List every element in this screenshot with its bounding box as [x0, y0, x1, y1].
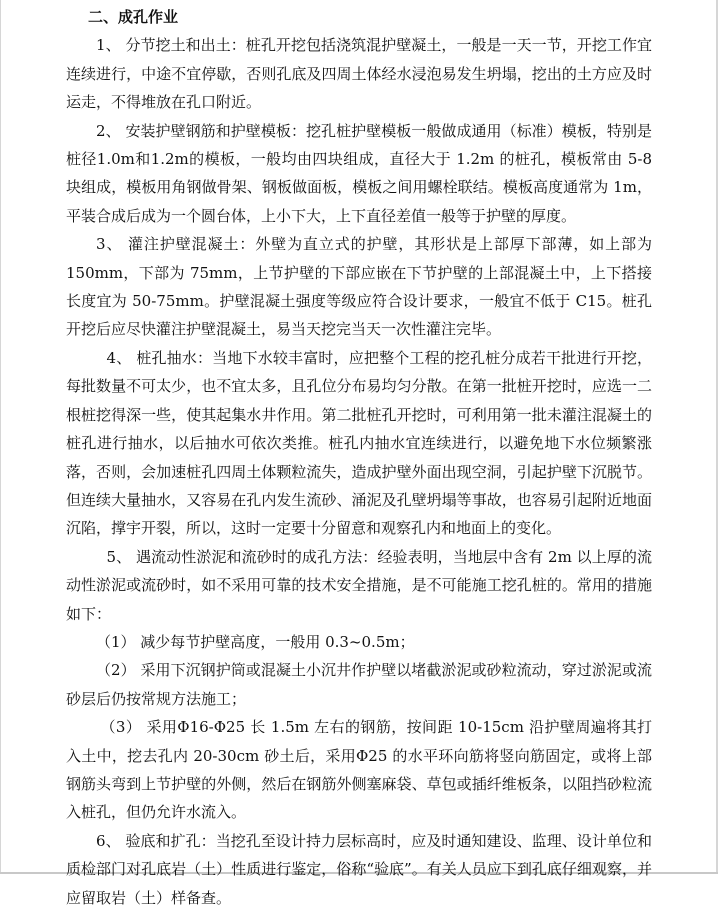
section-heading: 二、成孔作业 [88, 8, 179, 26]
sub-item-3: （3） 采用Φ16-Φ25 长 1.5m 左右的钢筋，按间距 10-15cm 沿护壁周遍将其打入土中，挖去孔内 20-30cm 砂土后，采用Φ25 的水平环向筋将竖向筋固定，或将上部钢筋头弯到上节护壁的外侧，然后在钢筋外侧塞麻袋、草包或插纤维板条，以阻挡砂粒流入桩孔，但仍允许水流入。 [66, 718, 652, 822]
paragraph-4: 4、 桩孔抽水：当地下水较丰富时，应把整个工程的挖孔桩分成若干批进行开挖，每批数量不可太少，也不宜太多，且孔位分布易均匀分散。在第一批桩开挖时，应选一二根桩挖得深一些，使其起集水井作用。第二批桩孔开挖时，可利用第一批未灌注混凝土的桩孔进行抽水，以后抽水可依次类推。桩孔内抽水宜连续进行，以避免地下水位频繁涨落，否则，会加速桩孔四周土体颗粒流失，造成护壁外面出现空洞，引起护壁下沉脱节。但连续大量抽水，又容易在孔内发生流砂、涌泥及孔壁坍塌等事故，也容易引起附近地面沉陷，撑宇开裂，所以，这时一定要十分留意和观察孔内和地面上的变化。 [66, 348, 652, 538]
sub-item-1: （1） 减少每节护壁高度，一般用 0.3~0.5m； [96, 632, 415, 651]
paragraph-1: 1、 分节挖土和出土：桩孔开挖包括浇筑混护壁凝土，一般是一天一节，开挖工作宜连续进行，中途不宜停歇，否则孔底及四周土体经水浸泡易发生坍塌，挖出的土方应及时运走，不得堆放在孔口附近。 [66, 36, 652, 112]
paragraph-6: 6、 验底和扩孔：当挖孔至设计持力层标高时，应及时通知建设、监理、设计单位和质检部门对孔底岩（土）性质进行鉴定，俗称“验底”。有关人员应下到孔底仔细观察，并应留取岩（土）样备查。 [66, 831, 652, 907]
paragraph-5: 5、 遇流动性淤泥和流砂时的成孔方法：经验表明，当地层中含有 2m 以上厚的流动性淤泥或流砂时，如不采用可靠的技术安全措施，是不可能施工挖孔桩的。常用的措施如下： [66, 547, 652, 623]
page-border-left [0, 0, 1, 874]
sub-item-2: （2） 采用下沉钢护筒或混凝土小沉井作护壁以堵截淤泥或砂粒流动，穿过淤泥或流砂层后仍按常规方法施工； [66, 661, 652, 708]
document-body [66, 3, 652, 912]
paragraph-3: 3、 灌注护壁混凝土：外壁为直立式的护壁，其形状是上部厚下部薄，如上部为 150mm，下部为 75mm，上节护壁的下部应嵌在下节护壁的上部混凝土中，上下搭接长度宜为 50-75mm。护壁混凝土强度等级应符合设计要求，一般宜不低于 C15。桩孔开挖后应尽快灌注护壁混凝土，易当天挖完当天一次性灌注完毕。 [66, 235, 652, 339]
paragraph-2: 2、 安装护壁钢筋和护壁模板：挖孔桩护壁模板一般做成通用（标准）模板，特别是桩径1.0m和1.2m的模板，一般均由四块组成，直径大于 1.2m 的桩孔，模板常由 5-8 块组成，模板用角钢做骨架、钢板做面板，模板之间用螺栓联结。模板高度通常为 1m，平装合成后成为一个圆台体，上小下大，上下直径差值一般等于护壁的厚度。 [66, 121, 652, 225]
